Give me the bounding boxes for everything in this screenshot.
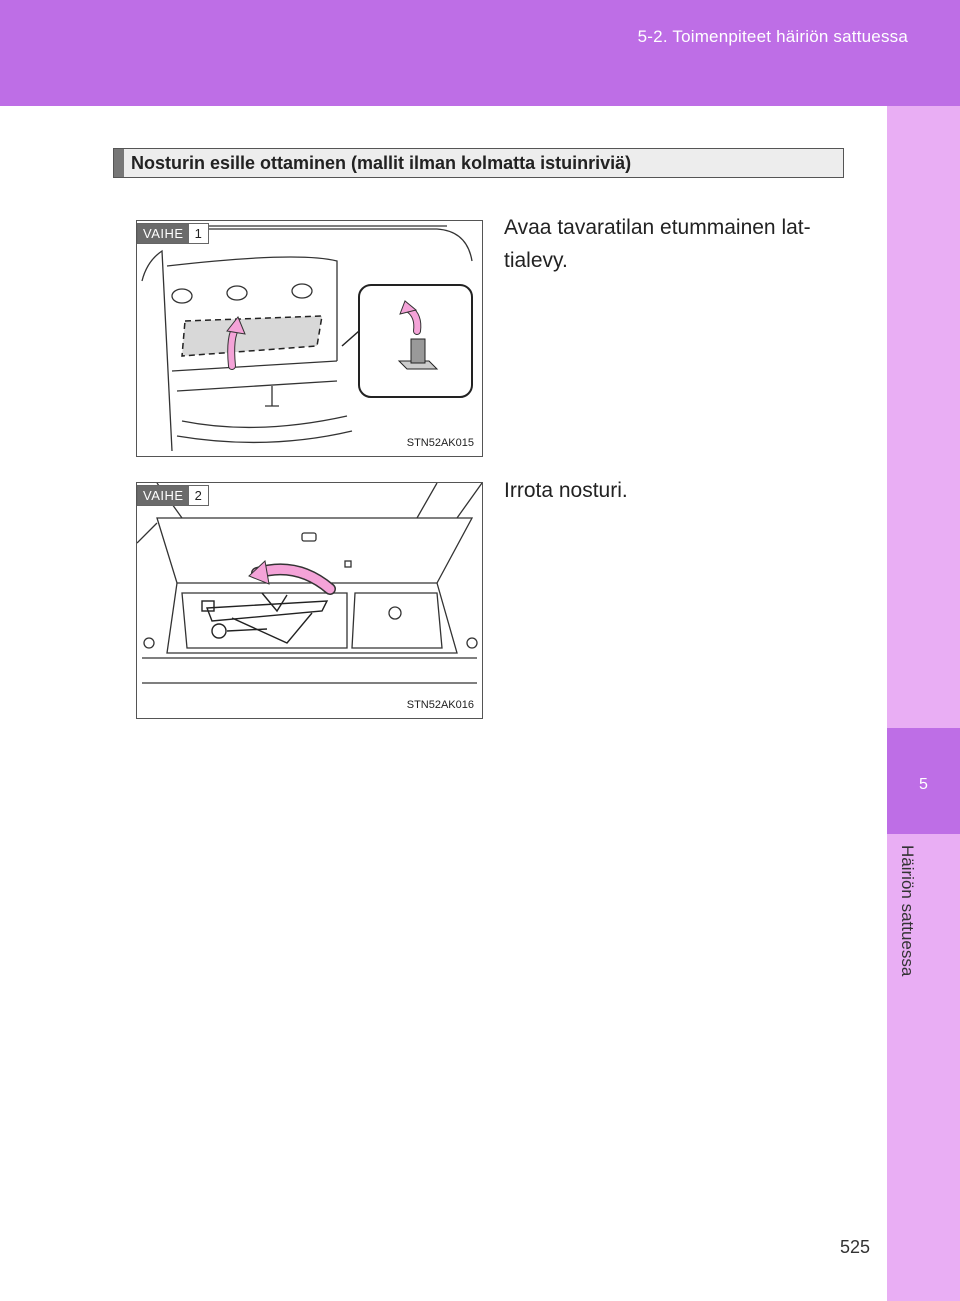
step-2-figure xyxy=(136,482,483,719)
chapter-number: 5 xyxy=(919,776,928,793)
step-badge-number: 2 xyxy=(189,486,208,505)
step-2-text: Irrota nosturi. xyxy=(504,479,628,502)
section-heading-bar xyxy=(114,149,124,177)
side-tab xyxy=(887,106,960,1301)
step-1-figure xyxy=(136,220,483,457)
section-heading xyxy=(113,148,844,178)
step-badge-label: VAIHE xyxy=(138,224,189,243)
jack-storage-illustration xyxy=(137,483,483,719)
running-header: 5-2. Toimenpiteet häiriön sattuessa xyxy=(637,27,908,46)
section-title: Nosturin esille ottaminen (mallit ilman kolmatta istuinriviä) xyxy=(131,153,632,173)
step-badge-number: 1 xyxy=(189,224,208,243)
figure-code: STN52AK016 xyxy=(406,699,474,711)
figure-code: STN52AK015 xyxy=(406,437,474,449)
chapter-title: Häiriön sattuessa xyxy=(898,845,917,977)
luggage-compartment-illustration xyxy=(137,221,483,457)
step-1-badge xyxy=(137,223,209,244)
step-badge-label: VAIHE xyxy=(138,486,189,505)
step-2-badge xyxy=(137,485,209,506)
header-band xyxy=(0,0,960,106)
step-1-text: Avaa tavaratilan etummainen lat-tialevy. xyxy=(504,216,811,272)
page-number: 525 xyxy=(840,1237,871,1257)
